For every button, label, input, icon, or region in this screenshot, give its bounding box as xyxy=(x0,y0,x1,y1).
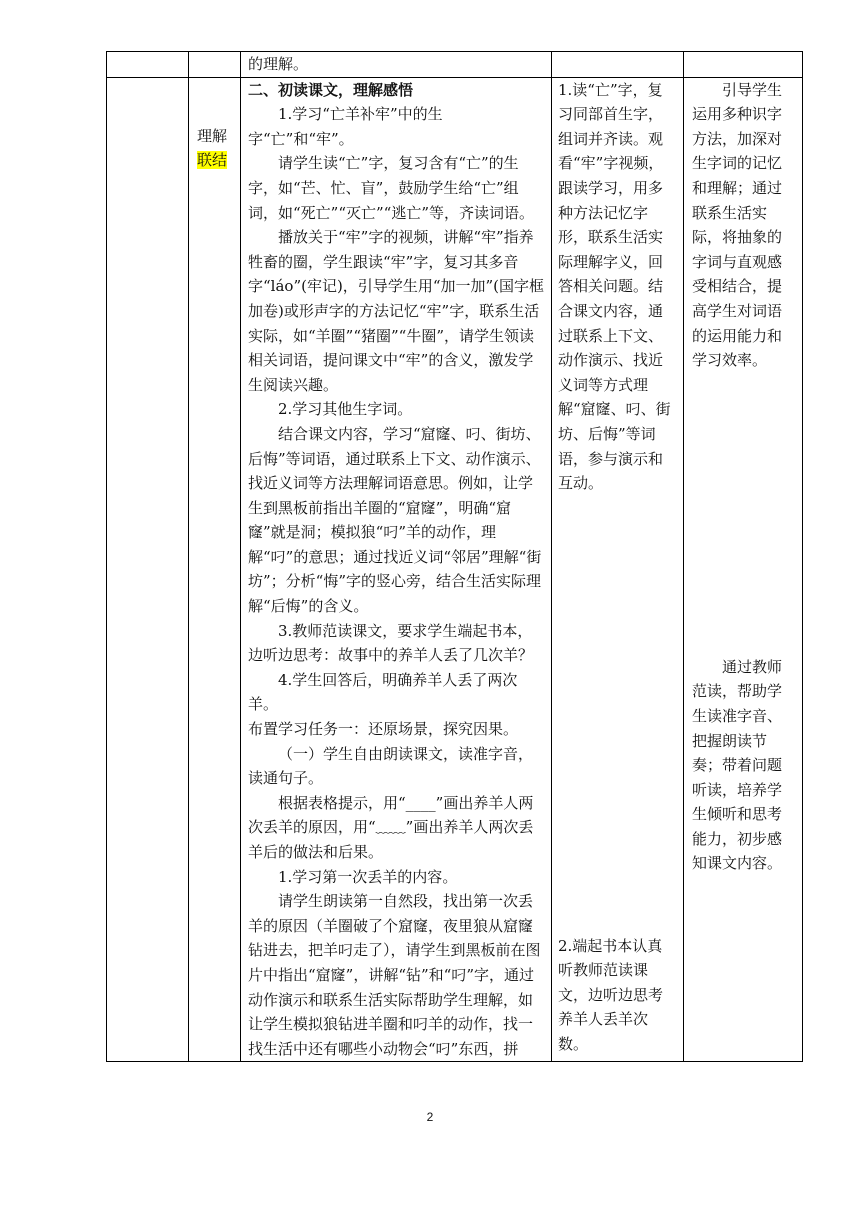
lesson-plan-table xyxy=(106,51,803,1062)
page-number: 2 xyxy=(426,1110,434,1124)
table-row xyxy=(107,52,803,78)
section-label-line1: 理解 xyxy=(197,126,228,145)
content-paragraph: 2.学习其他生字词。 xyxy=(278,400,413,419)
content-paragraph: 1.学习“亡羊补牢”中的生字“亡”和“牢”。 xyxy=(248,105,443,148)
content-paragraph: 的理解。 xyxy=(248,55,309,73)
content-cell xyxy=(241,52,552,78)
content-paragraph: 1.学习第一次丢羊的内容。 xyxy=(278,867,458,886)
design-intent-cell xyxy=(684,77,803,1062)
empty-cell xyxy=(684,52,803,78)
student-activity-1: 1.读“亡”字，复习同部首生字，组词并齐读。观看“牢”字视频，跟读学习，用多种方法记忆字形，联系生活实际理解字义，回答相关问题。结合课文内容，通过联系上下文、动作演示、找近义词等方式理解“窟窿、叼、街坊、后悔”等词语，参与演示和互动。 xyxy=(558,80,671,493)
empty-cell xyxy=(107,77,189,1062)
teaching-process-cell xyxy=(241,77,552,1062)
content-paragraph: 3.教师范读课文，要求学生端起书本，边听边思考：故事中的养羊人丢了几次羊？ xyxy=(248,621,534,665)
content-paragraph: 请学生读“亡”字，复习含有“亡”的生字，如“芒、忙、盲”，鼓励学生给“亡”组词，如“死亡”“灭亡”“逃亡”等，齐读词语。 xyxy=(248,154,535,222)
section-label-cell xyxy=(189,77,241,1062)
empty-cell xyxy=(107,52,189,78)
table-row xyxy=(107,77,803,1062)
content-paragraph: 播放关于“牢”字的视频，讲解“牢”指养牲畜的圈，学生跟读“牢”字，复习其多音字“láo”(牢记)，引导学生用“加一加”(国字框加卷)或形声字的方法记忆“牢”字，联系生活实际，如“羊圈”“猪圈”“牛圈”，请学生领读相关词语，提问课文中“牢”的含义，激发学生阅读兴趣。 xyxy=(248,228,545,394)
content-paragraph: 布置学习任务一：还原场景，探究因果。 xyxy=(248,720,519,739)
student-activity-cell xyxy=(552,77,684,1062)
student-activity-2: 2.端起书本认真听教师范读课文，边听边思考养羊人丢羊次数。 xyxy=(558,936,664,1054)
design-intent-2: 通过教师范读，帮助学生读准字音、把握朗读节奏；带着问题听读，培养学生倾听和思考能力，初步感知课文内容。 xyxy=(692,657,783,873)
content-paragraph: 结合课文内容，学习“窟窿、叼、街坊、后悔”等词语，通过联系上下文、动作演示、找近义词等方法理解词语意思。例如，让学生到黑板前指出羊圈的“窟窿”，明确“窟窿”就是洞；模拟狼“叼”羊的动作，理解“叼”的意思；通过找近义词“邻居”理解“街坊”；分析“悔”字的竖心旁，结合生活实际理解“后悔”的含义。 xyxy=(248,424,542,616)
content-paragraph: 4.学生回答后，明确养羊人丢了两次羊。 xyxy=(248,670,518,714)
content-paragraph: 请学生朗读第一自然段，找出第一次丢羊的原因（羊圈破了个窟窿，夜里狼从窟窿钻进去，把羊叼走了），请学生到黑板前在图片中指出“窟窿”，讲解“钻”和“叼”字，通过动作演示和联系生活实际帮助学生理解，如让学生模拟狼钻进羊圈和叼羊的动作，找一找生活中还有哪些小动物会“叼”东西，拼 xyxy=(248,892,541,1058)
section-heading: 二、初读课文，理解感悟 xyxy=(248,80,414,99)
empty-cell xyxy=(552,52,684,78)
design-intent-1: 引导学生运用多种识字方法，加深对生字词的记忆和理解；通过联系生活实际，将抽象的字词与直观感受相结合，提高学生对词语的运用能力和学习效率。 xyxy=(692,80,783,370)
empty-cell xyxy=(189,52,241,78)
content-paragraph: （一）学生自由朗读课文，读准字音，读通句子。 xyxy=(248,744,534,788)
content-paragraph: 根据表格提示，用“____”画出养羊人两次丢羊的原因，用“﹏﹏”画出养羊人两次丢羊后的做法和后果。 xyxy=(248,793,534,861)
section-label-line2-highlight: 联结 xyxy=(197,151,228,170)
